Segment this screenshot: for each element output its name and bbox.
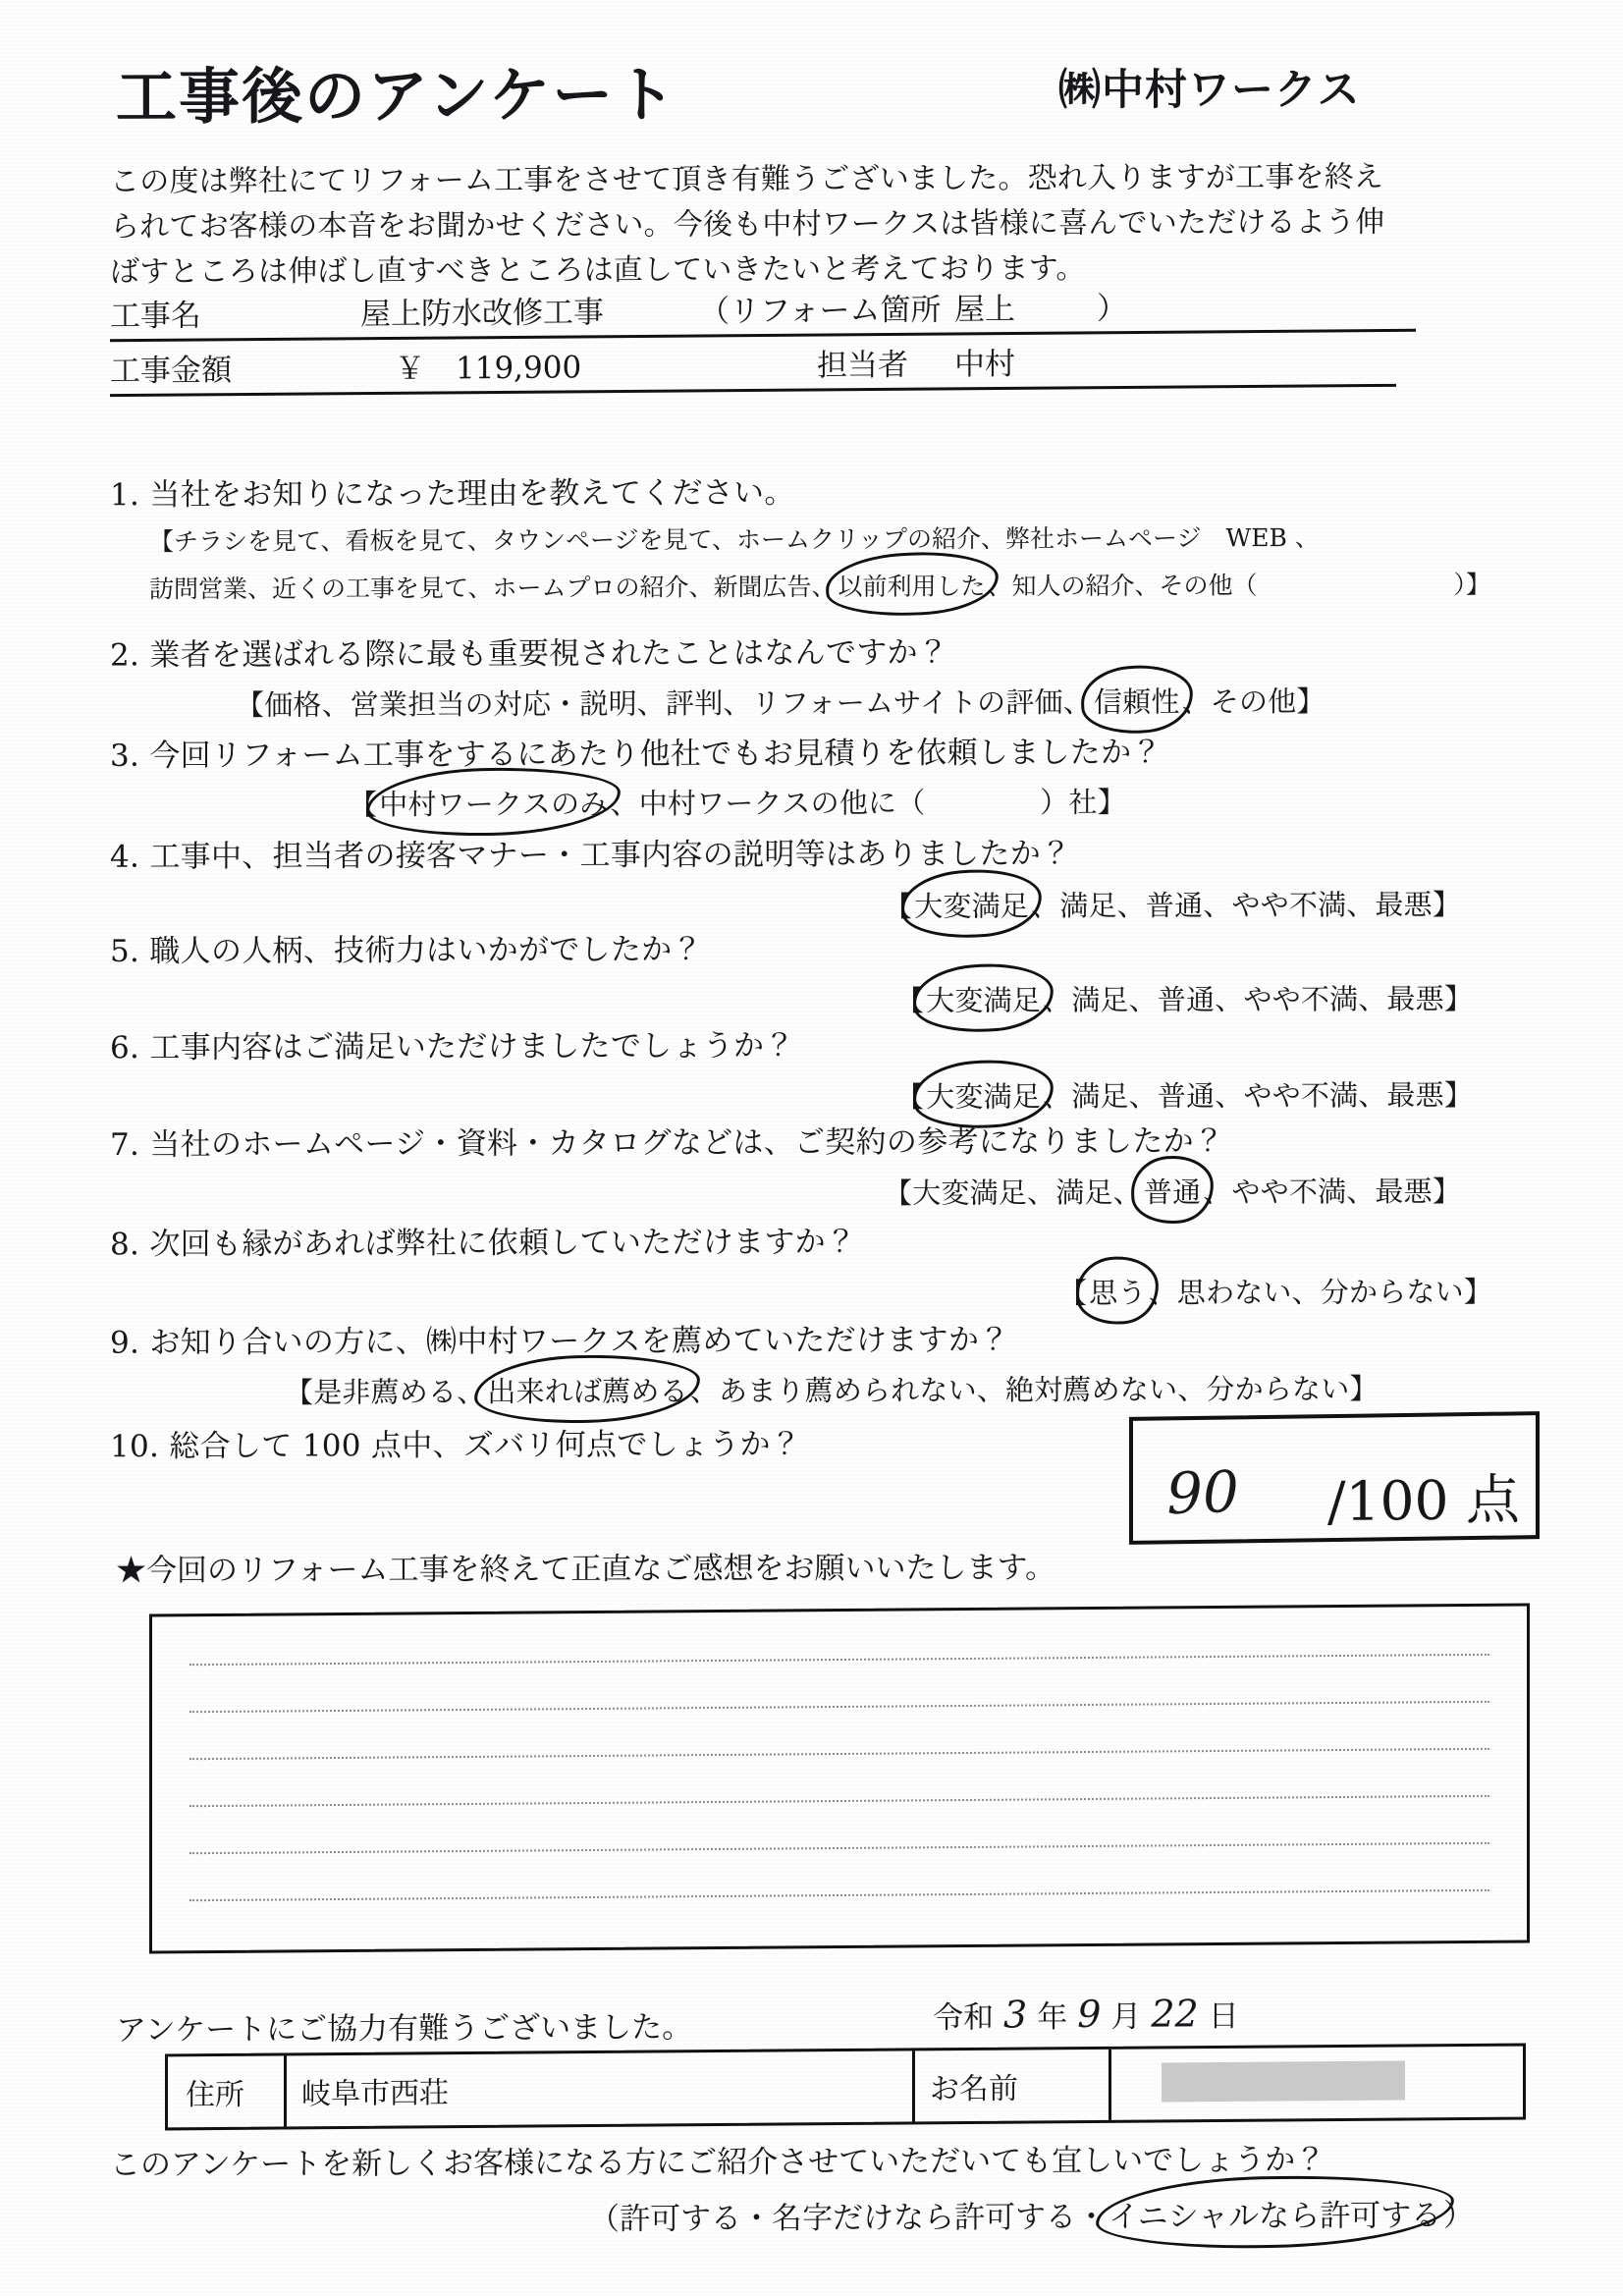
question-5-selected-option[interactable]: 大変満足 (924, 979, 1043, 1019)
question-4-options (884, 883, 1461, 925)
question-8-options (1058, 1270, 1492, 1312)
question-4-number: 4. (110, 839, 140, 875)
reform-location-close: ） (1097, 291, 1127, 327)
question-5-text: 職人の人柄、技術力はいかがでしたか？ (149, 931, 703, 969)
question-6-options-post: 、満足、普通、やや不満、最悪】 (1043, 1077, 1474, 1114)
question-8-selected-option[interactable]: 思う (1087, 1271, 1148, 1311)
comment-prompt: ★今回のリフォーム工事を終えて正直なご感想をお願いいたします。 (116, 1550, 1055, 1589)
question-2-text: 業者を選ばれる際に最も重要視されたことはなんですか？ (149, 634, 949, 674)
consent-options (589, 2190, 1474, 2238)
question-6-selected-option[interactable]: 大変満足 (924, 1075, 1043, 1116)
question-8-number: 8. (110, 1227, 140, 1263)
comment-rule (189, 1701, 1489, 1713)
customer-name-label: お名前 (930, 2071, 1018, 2107)
question-5-options-post: 、満足、普通、やや不満、最悪】 (1043, 981, 1474, 1017)
question-2-options-pre: 【価格、営業担当の対応・説明、評判、リフォームサイトの評価、 (236, 684, 1092, 722)
question-3-selected-option[interactable]: 中村ワークスのみ (377, 782, 610, 823)
month-unit: 月 (1110, 1998, 1142, 2035)
question-2-options-post: 、その他】 (1181, 684, 1325, 719)
thanks-text: アンケートにご協力有難うございました。 (116, 2009, 693, 2049)
question-9-options (285, 1367, 1379, 1411)
question-8 (110, 1217, 856, 1264)
company-name: ㈱中村ワークス (1058, 66, 1361, 115)
question-5-number: 5. (110, 933, 140, 970)
question-6-options (895, 1073, 1473, 1116)
date-day-value[interactable]: 22 (1151, 1992, 1199, 2036)
question-3-options-pre: 【 (349, 788, 378, 822)
question-3-number: 3. (110, 738, 140, 774)
project-amount-value: ￥ 119,900 (395, 350, 582, 387)
question-6-text: 工事内容はご満足いただけましたでしょうか？ (149, 1027, 795, 1066)
question-8-options-pre: 【 (1058, 1276, 1088, 1310)
era-label: 令和 (933, 1999, 994, 2036)
intro-line-3: ばすところは伸ばし直すべきところは直していきたいと考えております。 (110, 250, 1086, 290)
question-7-number: 7. (110, 1126, 140, 1163)
question-1-options-text-a: 【チラシを見て、看板を見て、タウンページを見て、ホームクリップの紹介、弊社ホームページ WEB 、 (149, 522, 1320, 557)
question-7-options-post: 、やや不満、最悪】 (1203, 1174, 1462, 1209)
question-9-options-post: 、あまり薦められない、絶対薦めない、分からない】 (689, 1372, 1379, 1408)
comment-rule (189, 1889, 1489, 1901)
consent-options-post: ） (1443, 2198, 1475, 2234)
question-2-selected-option[interactable]: 信頼性 (1092, 681, 1182, 721)
question-8-options-post: 、思わない、分からない】 (1148, 1275, 1493, 1310)
consent-question: このアンケートを新しくお客様になる方にご紹介させていただいても宜しいでしょうか？ (110, 2142, 1326, 2183)
score-value[interactable]: 90 (1164, 1457, 1240, 1528)
question-6 (110, 1020, 795, 1066)
project-name-row (110, 282, 1416, 342)
intro-line-1: この度は弊社にてリフォーム工事をさせて頂き有難うございました。恐れ入りますが工事を終え (110, 159, 1384, 199)
question-8-text: 次回も縁があれば弊社に依頼していただけますか？ (149, 1224, 857, 1263)
consent-selected-option[interactable]: イニシャルなら許可する (1107, 2190, 1443, 2235)
question-10-number: 10. (110, 1429, 160, 1465)
comment-box[interactable] (149, 1603, 1530, 1953)
question-4-options-pre: 【 (884, 889, 913, 924)
intro-paragraph (110, 154, 1524, 296)
question-1-number: 1. (110, 477, 140, 514)
question-5-options-pre: 【 (895, 983, 925, 1018)
address-value[interactable]: 岐阜市西荘 (301, 2076, 449, 2112)
date-year-value[interactable]: 3 (1003, 1993, 1028, 2037)
customer-info-table (165, 2044, 1526, 2131)
comment-rule (189, 1842, 1489, 1854)
question-1-text: 当社をお知りになった理由を教えてください。 (149, 474, 795, 514)
question-5-options (895, 977, 1473, 1019)
project-amount-label: 工事金額 (110, 353, 232, 390)
question-9 (110, 1314, 1009, 1361)
question-1-options-line-1 (149, 519, 1320, 558)
score-denominator: /100 点 (1327, 1467, 1520, 1534)
project-name-value: 屋上防水改修工事 (360, 295, 604, 333)
year-unit: 年 (1037, 1999, 1068, 2036)
comment-rule (189, 1748, 1489, 1760)
staff-value: 中村 (954, 346, 1015, 383)
question-9-number: 9. (110, 1325, 140, 1361)
question-7-options (884, 1170, 1461, 1212)
question-7-options-pre: 【大変満足、満足、 (884, 1175, 1142, 1211)
question-7-selected-option[interactable]: 普通 (1142, 1171, 1203, 1211)
date-month-value[interactable]: 9 (1077, 1992, 1102, 2037)
question-7 (110, 1116, 1224, 1164)
question-10-text: 総合して 100 点中、ズバリ何点でしょうか？ (169, 1426, 802, 1465)
staff-label: 担当者 (817, 347, 908, 384)
question-4-selected-option[interactable]: 大変満足 (912, 885, 1031, 925)
reform-location-value: 屋上 (954, 291, 1015, 328)
question-9-selected-option[interactable]: 出来れば薦める (485, 1370, 689, 1411)
question-5 (110, 924, 703, 970)
consent-options-pre: （許可する・名字だけなら許可する・ (589, 2199, 1107, 2237)
question-6-options-pre: 【 (895, 1079, 925, 1115)
project-amount-row (110, 337, 1396, 397)
date-line (933, 1991, 1239, 2037)
question-1-options-text-c: 、知人の紹介、その他（ ）】 (987, 570, 1491, 601)
question-9-text: お知り合いの方に、㈱中村ワークスを薦めていただけますか？ (149, 1322, 1010, 1361)
question-4-options-post: 、満足、普通、やや不満、最悪】 (1031, 887, 1462, 923)
page-title: 工事後のアンケート (116, 58, 678, 134)
question-2 (110, 628, 948, 675)
question-10 (110, 1419, 801, 1465)
question-2-options (236, 680, 1325, 724)
question-1-options-text-b: 訪問営業、近くの工事を見て、ホームプロの紹介、新聞広告、 (149, 572, 837, 604)
redaction-block (1162, 2061, 1405, 2103)
question-2-number: 2. (110, 637, 140, 674)
reform-location-label: （リフォーム箇所 (699, 292, 942, 330)
question-1-options-line-2 (149, 566, 1490, 606)
question-3-text: 今回リフォーム工事をするにあたり他社でもお見積りを依頼しましたか？ (149, 735, 1163, 774)
question-3-options (349, 781, 1126, 824)
question-7-text: 当社のホームページ・資料・カタログなどは、ご契約の参考になりましたか？ (149, 1123, 1225, 1163)
comment-rule (189, 1795, 1489, 1807)
question-1 (110, 467, 795, 514)
question-4-text: 工事中、担当者の接客マナー・工事内容の説明等はありましたか？ (149, 836, 1072, 875)
question-9-options-pre: 【是非薦める、 (285, 1375, 486, 1409)
comment-rule (189, 1654, 1489, 1666)
question-4 (110, 828, 1071, 875)
address-label: 住所 (186, 2077, 244, 2113)
question-3 (110, 727, 1163, 775)
question-6-number: 6. (110, 1030, 140, 1066)
question-1-selected-option[interactable]: 以前利用した (837, 567, 988, 603)
project-name-label: 工事名 (110, 298, 201, 335)
intro-line-2: られてお客様の本音をお聞かせください。今後も中村ワークスは皆様に喜んでいただけるよう伸 (110, 204, 1385, 245)
day-unit: 日 (1208, 1998, 1239, 2035)
question-3-options-post: 、中村ワークスの他に（ ）社】 (610, 785, 1126, 821)
